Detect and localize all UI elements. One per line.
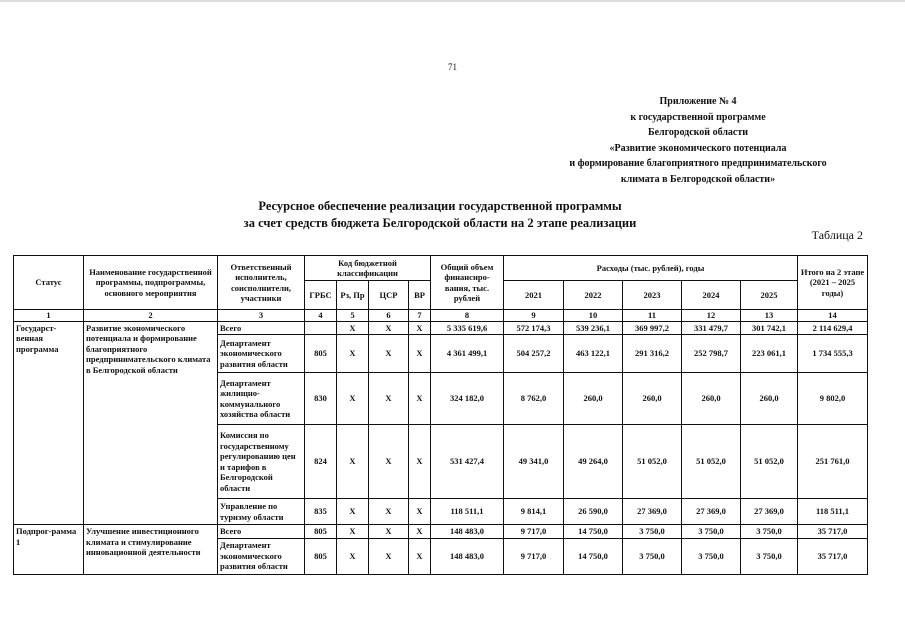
table-label: Таблица 2 [811,228,863,242]
rzpr-cell: Х [337,335,369,373]
col-number: 14 [798,310,868,322]
col-number: 9 [504,310,564,322]
grbs-cell: 805 [305,335,337,373]
y2025-cell: 27 369,0 [741,499,798,525]
itogo-cell: 251 761,0 [798,425,868,499]
y2021-cell: 8 762,0 [504,373,564,425]
grbs-cell: 805 [305,538,337,574]
subprogram-status: Подпрог-рамма 1 [14,525,84,575]
grbs-cell [305,321,337,335]
grbs-cell: 824 [305,425,337,499]
executor-cell: Департамент экономического развития области [218,335,305,373]
csr-cell: Х [369,373,409,425]
col-number: 8 [431,310,504,322]
y2023-cell: 3 750,0 [623,538,682,574]
grbs-cell: 835 [305,499,337,525]
total-cell: 148 483,0 [431,525,504,539]
csr-cell: Х [369,335,409,373]
itogo-cell: 118 511,1 [798,499,868,525]
y2021-cell: 9 814,1 [504,499,564,525]
y2022-cell: 260,0 [564,373,623,425]
y2022-cell: 539 236,1 [564,321,623,335]
header-executor: Ответственный исполнитель, соисполнители, участники [218,256,305,310]
title-line-1: Ресурсное обеспечение реализации государственной программы [258,199,622,213]
col-number: 7 [409,310,431,322]
annex-line: Белгородской области [647,127,749,138]
rzpr-cell: Х [337,425,369,499]
y2025-cell: 260,0 [741,373,798,425]
header-total-volume: Общий объем финансиро-вания, тыс. рублей [431,256,504,310]
csr-cell: Х [369,538,409,574]
y2023-cell: 291 316,2 [623,335,682,373]
vr-cell: Х [409,321,431,335]
y2024-cell: 3 750,0 [682,538,741,574]
rzpr-cell: Х [337,321,369,335]
y2024-cell: 27 369,0 [682,499,741,525]
rzpr-cell: Х [337,499,369,525]
y2022-cell: 463 122,1 [564,335,623,373]
y2025-cell: 301 742,1 [741,321,798,335]
vr-cell: Х [409,373,431,425]
col-number: 6 [369,310,409,322]
title-line-2: за счет средств бюджета Белгородской области на 2 этапе реализации [243,216,637,230]
y2022-cell: 14 750,0 [564,525,623,539]
y2021-cell: 9 717,0 [504,525,564,539]
col-number: 11 [623,310,682,322]
header-name: Наименование государственной программы, подпрограммы, основного мероприятия [84,256,218,310]
table-row [14,321,868,335]
grbs-cell: 830 [305,373,337,425]
y2024-cell: 51 052,0 [682,425,741,499]
table-row [14,525,868,539]
y2021-cell: 49 341,0 [504,425,564,499]
header-csr: ЦСР [369,281,409,310]
y2023-cell: 51 052,0 [623,425,682,499]
y2023-cell: 369 997,2 [623,321,682,335]
header-2021: 2021 [504,281,564,310]
resource-table [13,255,868,575]
y2022-cell: 49 264,0 [564,425,623,499]
y2024-cell: 252 798,7 [682,335,741,373]
program-status: Государст-венная программа [14,321,84,525]
annex-line: «Развитие экономического потенциала [609,142,787,154]
y2024-cell: 260,0 [682,373,741,425]
executor-cell: Всего [218,321,305,335]
csr-cell: Х [369,321,409,335]
col-number: 2 [84,310,218,322]
y2021-cell: 9 717,0 [504,538,564,574]
rzpr-cell: Х [337,538,369,574]
y2021-cell: 504 257,2 [504,335,564,373]
header-itogo: Итого на 2 этапе (2021 – 2025 годы) [798,256,868,310]
header-expenses: Расходы (тыс. рублей), годы [504,256,798,281]
total-cell: 531 427,4 [431,425,504,499]
header-budget-code: Код бюджетной классификации [305,256,431,281]
grbs-cell: 805 [305,525,337,539]
annex-header [533,94,863,187]
vr-cell: Х [409,425,431,499]
itogo-cell: 2 114 629,4 [798,321,868,335]
total-cell: 148 483,0 [431,538,504,574]
header-rzpr: Рз, Пр [337,281,369,310]
itogo-cell: 35 717,0 [798,538,868,574]
y2023-cell: 3 750,0 [623,525,682,539]
col-number: 4 [305,310,337,322]
y2023-cell: 260,0 [623,373,682,425]
itogo-cell: 35 717,0 [798,525,868,539]
header-grbs: ГРБС [305,281,337,310]
rzpr-cell: Х [337,373,369,425]
vr-cell: Х [409,335,431,373]
csr-cell: Х [369,425,409,499]
y2021-cell: 572 174,3 [504,321,564,335]
col-number: 10 [564,310,623,322]
y2025-cell: 51 052,0 [741,425,798,499]
header-2024: 2024 [682,281,741,310]
col-number: 13 [741,310,798,322]
annex-line: Приложение № 4 [659,96,737,107]
y2023-cell: 27 369,0 [623,499,682,525]
total-cell: 4 361 499,1 [431,335,504,373]
y2024-cell: 331 479,7 [682,321,741,335]
total-cell: 5 335 619,6 [431,321,504,335]
header-status: Статус [14,256,84,310]
y2022-cell: 26 590,0 [564,499,623,525]
y2025-cell: 223 061,1 [741,335,798,373]
total-cell: 118 511,1 [431,499,504,525]
csr-cell: Х [369,499,409,525]
col-number: 12 [682,310,741,322]
executor-cell: Департамент экономического развития области [218,538,305,574]
y2024-cell: 3 750,0 [682,525,741,539]
header-2022: 2022 [564,281,623,310]
executor-cell: Департамент жилищно-коммунального хозяйства области [218,373,305,425]
subprogram-name: Улучшение инвестиционного климата и стимулирование инновационной деятельности [84,525,218,575]
annex-line: к государственной программе [630,111,766,123]
y2025-cell: 3 750,0 [741,538,798,574]
annex-line: климата в Белгородской области» [620,173,776,185]
executor-cell: Комиссия по государственному регулированию цен и тарифов в Белгородской области [218,425,305,499]
col-number: 1 [14,310,84,322]
vr-cell: Х [409,499,431,525]
vr-cell: Х [409,525,431,539]
rzpr-cell: Х [337,525,369,539]
header-vr: ВР [409,281,431,310]
y2022-cell: 14 750,0 [564,538,623,574]
document-title [200,198,680,232]
program-name: Развитие экономического потенциала и формирование благоприятного предпринимательского климата в Белгородской области [84,321,218,525]
col-number: 5 [337,310,369,322]
itogo-cell: 1 734 555,3 [798,335,868,373]
header-2023: 2023 [623,281,682,310]
scan-edge [0,0,905,2]
col-number: 3 [218,310,305,322]
total-cell: 324 182,0 [431,373,504,425]
csr-cell: Х [369,525,409,539]
annex-line: и формирование благоприятного предпринимательского [569,158,827,169]
y2025-cell: 3 750,0 [741,525,798,539]
vr-cell: Х [409,538,431,574]
page-number: 71 [448,62,457,72]
column-number-row [14,310,868,322]
executor-cell: Управление по туризму области [218,499,305,525]
executor-cell: Всего [218,525,305,539]
itogo-cell: 9 802,0 [798,373,868,425]
header-2025: 2025 [741,281,798,310]
